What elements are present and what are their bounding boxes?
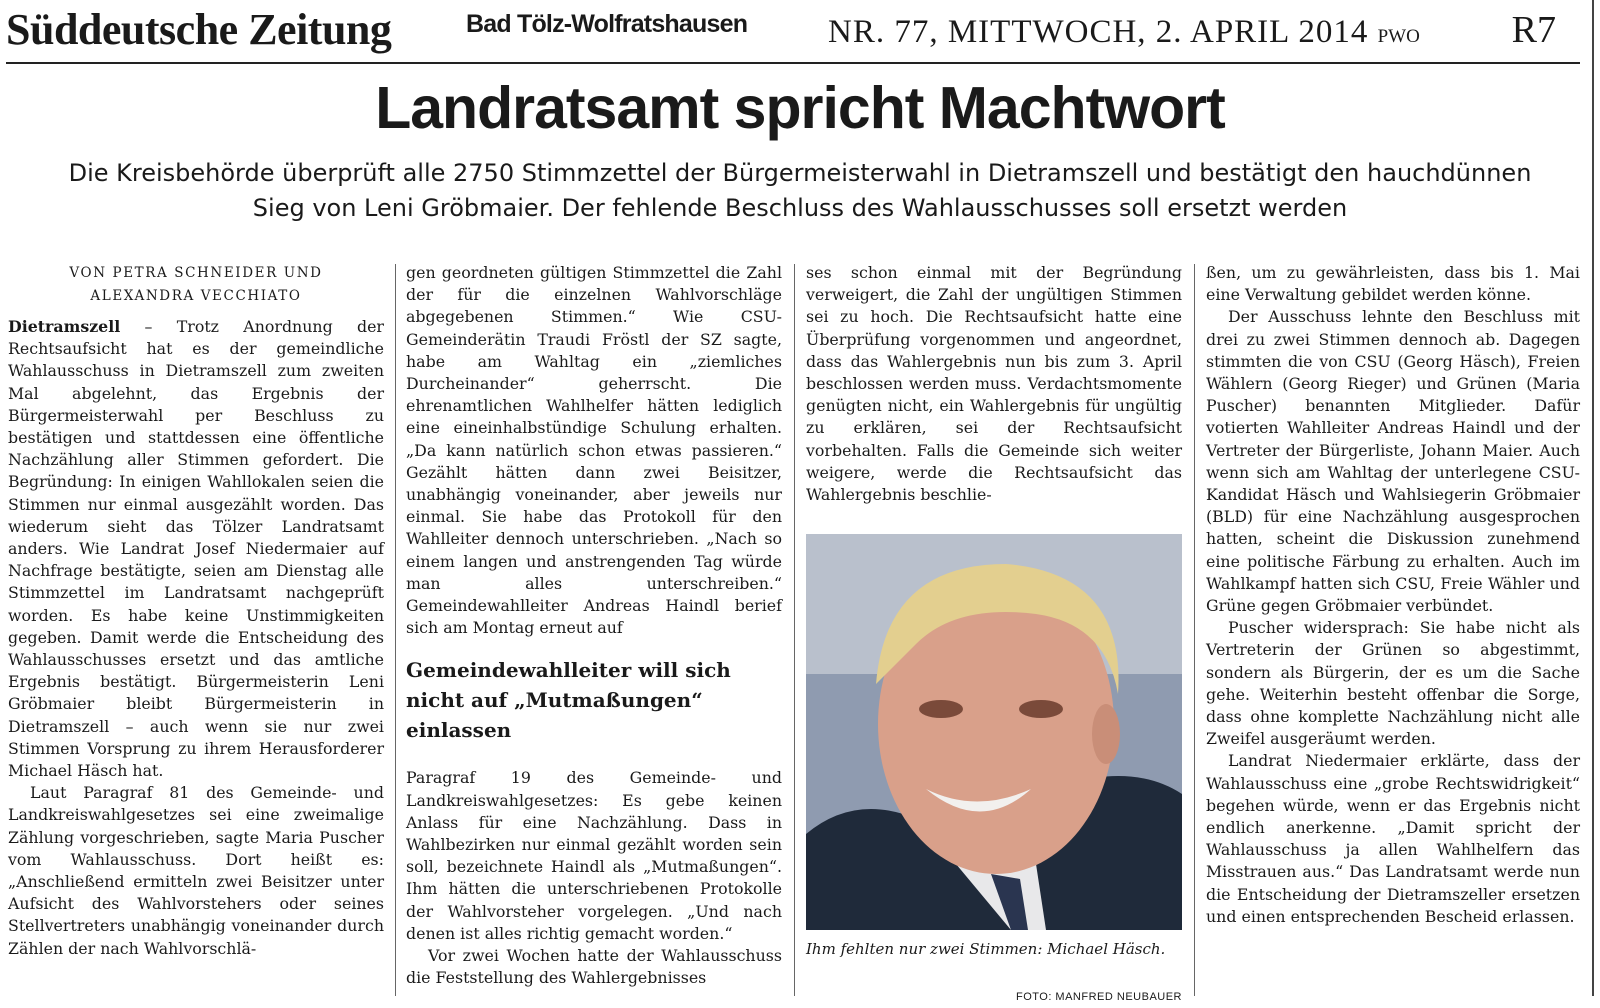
article-photo — [806, 534, 1182, 930]
crosshead: Gemeindewahlleiter will sich nicht auf „Mutmaßungen“ einlassen — [406, 658, 731, 743]
paragraph-text: – Trotz Anordnung der Rechtsaufsicht hat es der gemeindliche Wahlausschuss in Dietramszell zum zweiten Mal abgelehnt, das Ergebnis der Bürgermeisterwahl per Beschluss zu bestätigen und stattdessen eine öffentliche Nachzählung aller Stimmen gefordert. Die Begründung: In einigen Wahllokalen seien die Stimmen nur einmal ausgezählt worden. Das wiederum sieht das Tölzer Landratsamt anders. Wie Landrat Josef Niedermaier auf Nachfrage bestätigte, seien am Dienstag alle Stimmzettel im Landratsamt nachgeprüft worden. Es habe keine Unstimmigkeiten gegeben. Damit werde die Entscheidung des Wahlausschusses ersetzt und das amtliche Ergebnis bestätigt. Bürgermeisterin Leni Gröbmaier bleibt Bürgermeisterin in Dietramszell – auch wenn sie nur zwei Stimmen Vorsprung zu ihrem Herausforderer Michael Häsch hat. — [8, 317, 384, 781]
column-divider — [395, 264, 396, 996]
paragraph: Laut Paragraf 81 des Gemeinde- und Landkreiswahlgesetzes sei eine zweimalige Zählung vorgeschrieben, sagte Maria Puscher vom Wahlausschuss. Dort heißt es: „Anschließend ermitteln zwei Beisitzer unter Aufsicht des Wahlvorstehers oder seines Stellvertreters unabhängig voneinander durch Zählen der nach Wahlvorschlä- — [8, 783, 384, 958]
byline-line-2: ALEXANDRA VECCHIATO — [90, 288, 302, 304]
regional-edition: Bad Tölz-Wolfratshausen — [466, 10, 748, 38]
issue-info: NR. 77, MITTWOCH, 2. APRIL 2014 — [828, 14, 1369, 50]
byline — [8, 262, 384, 308]
article-column-3 — [806, 262, 1182, 528]
edition-code: PWO — [1377, 26, 1420, 47]
paragraph: Paragraf 19 des Gemeinde- und Landkreiswahlgesetzes: Es gebe keinen Anlass für eine Nachzählung. Dass in Wahlbezirken nur einmal gezählt worden sein soll, bezeichnete Haindl als „Mutmaßungen“. Ihm hätten die unterschriebenen Protokolle der Wahlvorsteher vorgelegen. „Und nach denen ist alles richtig gemacht worden.“ — [406, 768, 782, 943]
article-column-2 — [406, 262, 782, 996]
masthead — [0, 0, 1600, 68]
issue-dateline — [828, 14, 1420, 51]
article-column-1 — [8, 262, 384, 996]
page-edge-rule — [1592, 0, 1594, 996]
column-divider — [1194, 264, 1195, 996]
byline-line-1: VON PETRA SCHNEIDER UND — [69, 265, 323, 281]
paragraph: ses schon einmal mit der Begründung verweigert, die Zahl der ungültigen Stimmen sei zu hoch. Die Rechtsaufsicht hatte eine Überprüfung vorgenommen und angeordnet, dass das Wahlergebnis nun bis zum 3. April beschlossen werden muss. Verdachtsmomente genügten nicht, ein Wahlergebnis für ungültig zu erklären, sei der Rechtsaufsicht vorbehalten. Falls die Gemeinde sich weiter weigere, werde die Rechtsaufsicht das Wahlergebnis beschlie- — [806, 263, 1182, 505]
column-divider — [794, 264, 795, 996]
paragraph: Landrat Niedermaier erklärte, dass der Wahlausschuss eine „grobe Rechtswidrigkeit“ begehen würde, wenn er das Ergebnis nicht endlich anerkenne. „Damit spricht der Wahlausschuss ja allen Wahlhelfern das Misstrauen aus.“ Das Landratsamt werde nun die Entscheidung der Dietramszeller ersetzen und einen entsprechenden Bescheid erlassen. — [1206, 751, 1580, 926]
headline: Landratsamt spricht Machtwort — [375, 75, 1225, 141]
paragraph — [8, 316, 384, 782]
portrait-illustration — [806, 534, 1182, 930]
photo-caption: Ihm fehlten nur zwei Stimmen: Michael Häsch. — [806, 940, 1166, 958]
photo-credit: FOTO: MANFRED NEUBAUER — [1015, 991, 1182, 1003]
paragraph: Puscher widersprach: Sie habe nicht als Vertreterin der Grünen so abgestimmt, sondern als Bürgerin, der es um die Sache gehe. Weiterhin besteht offenbar die Sorge, dass ohne komplette Nachzählung nicht alle Zweifel ausgeräumt werden. — [1206, 618, 1580, 749]
paragraph: ßen, um zu gewährleisten, dass bis 1. Mai eine Verwaltung gebildet werden könne. — [1206, 263, 1580, 305]
paragraph: Der Ausschuss lehnte den Beschluss mit drei zu zwei Stimmen dennoch ab. Dagegen stimmten die von CSU (Georg Häsch), Freien Wählern (Georg Rieger) und Grünen (Maria Puscher) benannten Mitglieder. Dafür votierten Wahlleiter Andreas Haindl und der Vertreter der Bürgerliste, Johann Maier. Auch wenn sich am Wahltag der unterlegene CSU-Kandidat Häsch und Wahlsiegerin Gröbmaier (BLD) für eine Nachzählung ausgesprochen hatten, scheint die Diskussion zunehmend eine politische Färbung zu erhalten. Auch im Wahlkampf hatten sich CSU, Freie Wähler und Grüne gegen Gröbmaier verbündet. — [1206, 307, 1580, 616]
paragraph: gen geordneten gültigen Stimmzettel die Zahl der für die einzelnen Wahlvorschläge abgegebenen Stimmen.“ Wie CSU-Gemeinderätin Traudi Fröstl der SZ sagte, habe am Wahltag ein „ziemliches Durcheinander“ geherrscht. Die ehrenamtlichen Wahlhelfer hätten lediglich eine eineinhalbstündige Schulung erhalten. „Da kann natürlich schon etwas passieren.“ Gezählt hätten dann zwei Beisitzer, unabhängig voneinander, aber jeweils nur einmal. Sie habe das Protokoll für den Wahlleiter dennoch unterschrieben. „Nach so einem langen und anstrengenden Tag würde man alles unterschreiben.“ Gemeindewahlleiter Andreas Haindl berief sich am Montag erneut auf — [406, 263, 782, 638]
photo-caption-block — [806, 938, 1182, 1008]
paragraph: Vor zwei Wochen hatte der Wahlausschuss die Feststellung des Wahlergebnisses — [406, 946, 782, 988]
masthead-rule — [6, 62, 1580, 64]
article-dateline: Dietramszell — [8, 317, 121, 336]
article-column-4 — [1206, 262, 1580, 996]
page-number: R7 — [1511, 9, 1556, 51]
newspaper-logo: Süddeutsche Zeitung — [6, 5, 392, 54]
subheadline: Die Kreisbehörde überprüft alle 2750 Stimmzettel der Bürgermeisterwahl in Dietramszell und bestätigt den hauchdünnen Sieg von Leni Gröbmaier. Der fehlende Beschluss des Wahlausschusses soll ersetzt werden — [68, 159, 1532, 222]
